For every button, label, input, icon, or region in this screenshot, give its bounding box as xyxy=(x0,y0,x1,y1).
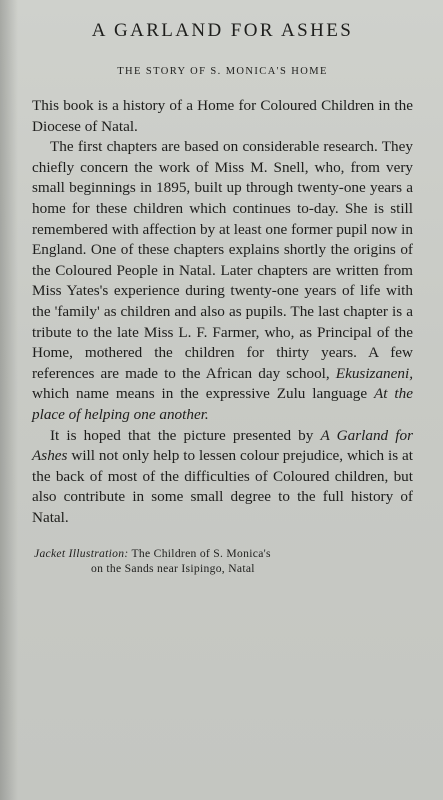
jacket-illustration-credit xyxy=(32,546,413,576)
paragraph-history-text: The first chapters are based on considerable research. They chiefly concern the work of Miss M. Snell, who, from very small beginnings in 1895, built up through twenty-one years a home for these children which continues to-day. She is still remembered with affection by at least one former pupil now in England. One of these chapters explains shortly the origins of the Coloured People in Natal. Later chapters are written from Miss Yates's experience during twenty-one years of life with the 'family' as children and also as pupils. The last chapter is a tribute to the late Miss L. F. Farmer, who, as Principal of the Home, mothered the children for thirty years. A few references are made to the African day school, xyxy=(32,138,413,382)
credit-line-2: on the Sands near Isipingo, Natal xyxy=(91,562,255,576)
paragraph-history-text-2: which name means in the expressive Zulu language xyxy=(32,385,375,403)
paragraph-hope-text: It is hoped that the picture presented by xyxy=(50,426,321,444)
book-title-inline: A Garland for Ashes xyxy=(32,426,413,465)
blurb-text xyxy=(32,96,413,528)
credit-line-1: The Children of S. Monica's xyxy=(128,547,271,561)
page-edge-shadow xyxy=(0,0,18,800)
book-subtitle: THE STORY OF S. MONICA'S HOME xyxy=(117,66,328,77)
paragraph-hope xyxy=(32,426,413,529)
paragraph-intro-text: This book is a history of a Home for Coloured Children in the Diocese of Natal. xyxy=(32,97,413,135)
paragraph-hope-text-2: will not only help to lessen colour prejudice, which is at the back of most of the difficulties of Coloured children, but also contribute in some small degree to the full history of Natal. xyxy=(32,447,413,526)
school-name: Ekusizaneni, xyxy=(335,364,413,382)
book-title: A GARLAND FOR ASHES xyxy=(91,20,354,41)
zulu-meaning: At the place of helping one another. xyxy=(32,385,413,423)
paragraph-intro xyxy=(32,96,413,137)
paragraph-history xyxy=(32,137,413,425)
credit-label: Jacket Illustration: xyxy=(34,547,129,561)
